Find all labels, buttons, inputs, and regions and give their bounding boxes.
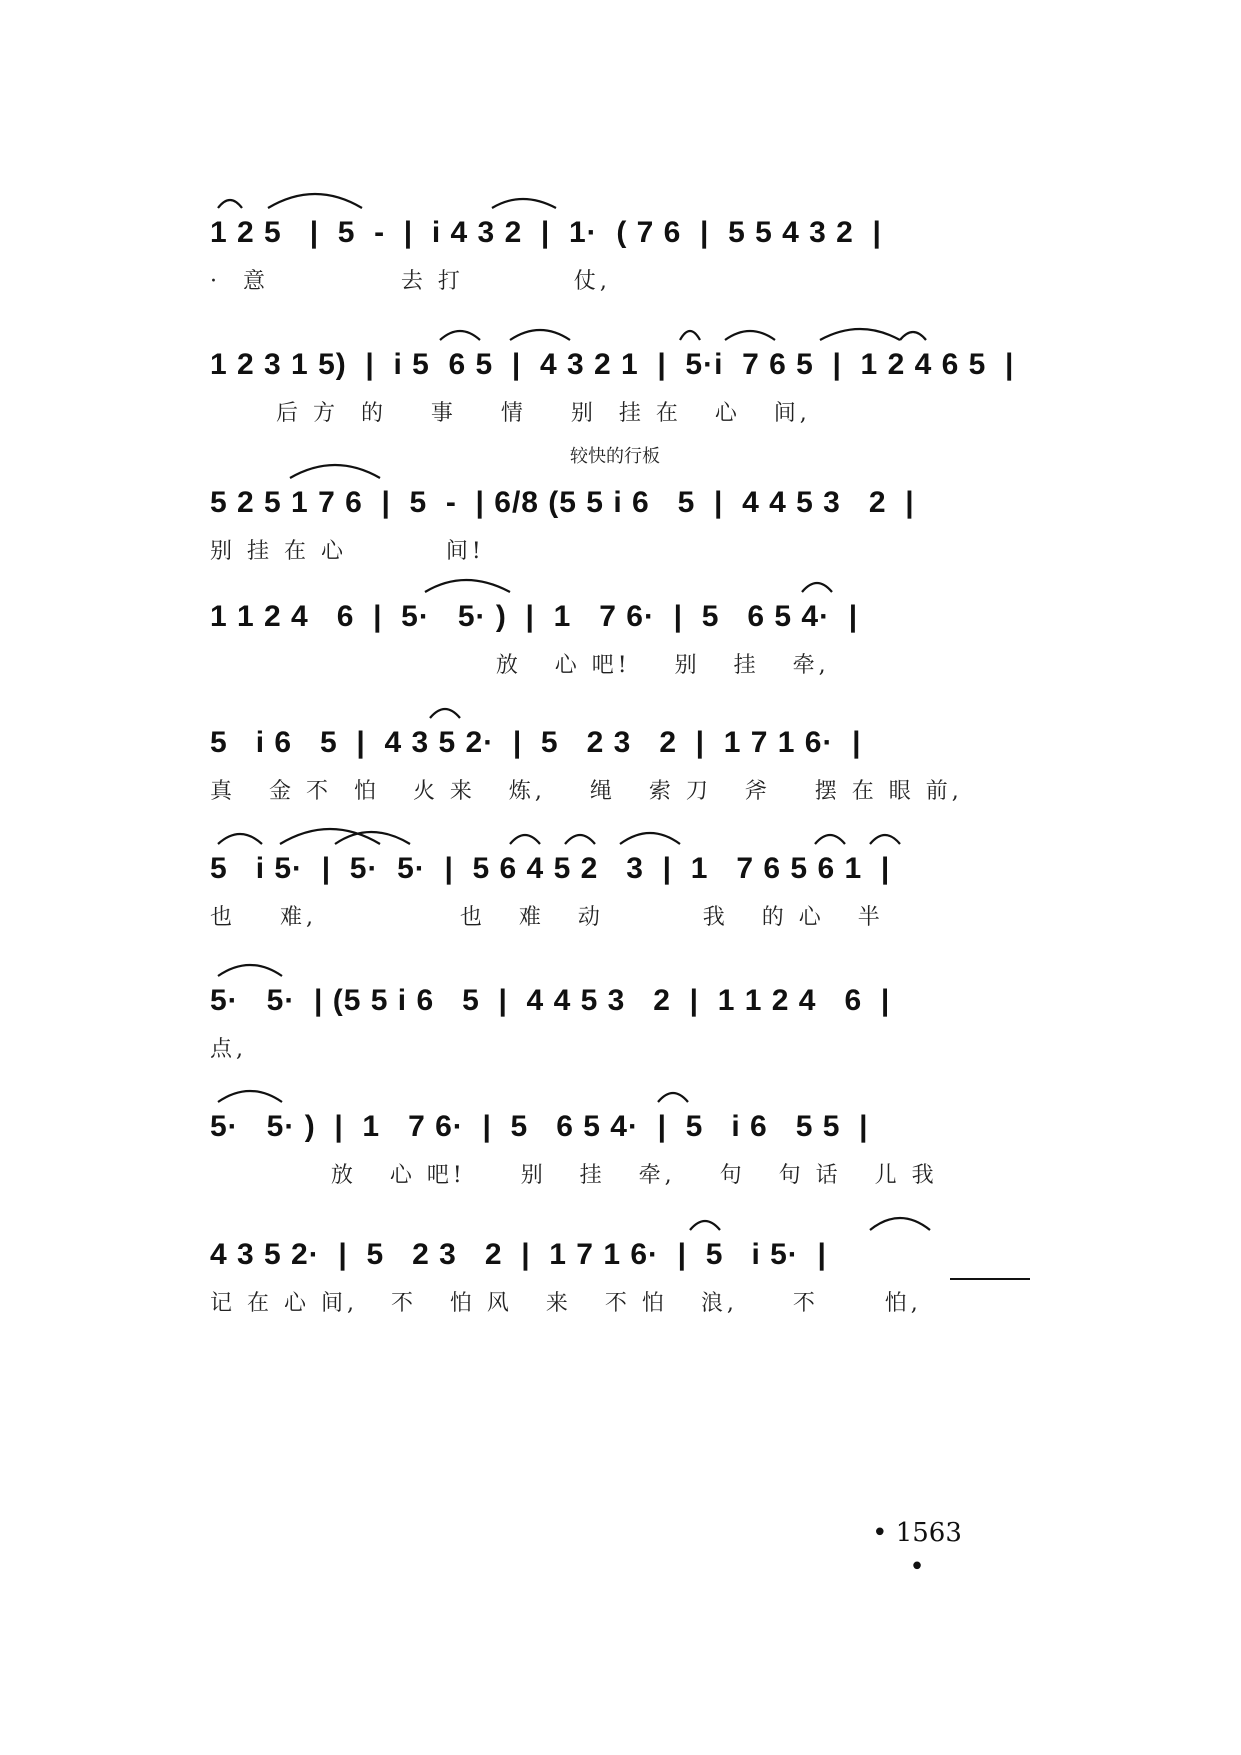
notation-line: 1 2 3 1 5) | i 5 6 5 | 4 3 2 1 | 5·i 7 6 5 | 1 2 4 6 5 | — [210, 348, 1015, 381]
lyrics-line: 放 心 吧! 别 挂 牵, — [210, 653, 830, 678]
notation-line: 5 i 6 5 | 4 3 5 2· | 5 2 3 2 | 1 7 1 6· | — [210, 726, 862, 759]
notation-line: 1 2 5 | 5 - | i 4 3 2 | 1· ( 7 6 | 5 5 4 3 2 | — [210, 216, 882, 249]
lyrics-line: 也 难, 也 难 动 我 的 心 半 — [210, 905, 884, 930]
score-system — [210, 338, 1055, 458]
lyrics-line: 后 方 的 事 情 别 挂 在 心 间, — [210, 401, 811, 426]
lyrics-line: 别 挂 在 心 间! — [210, 539, 485, 564]
notation-line: 5 i 5· | 5· 5· | 5 6 4 5 2 3 | 1 7 6 5 6 1 | — [210, 852, 891, 885]
score-system — [210, 842, 1055, 962]
score-system — [210, 206, 1055, 326]
lyrics-line: 真 金 不 怕 火 来 炼, 绳 索 刀 斧 摆 在 眼 前, — [210, 779, 963, 804]
notation-line: 1 1 2 4 6 | 5· 5· ) | 1 7 6· | 5 6 5 4· | — [210, 600, 859, 633]
score-system — [210, 974, 1055, 1094]
score-system — [210, 1228, 1055, 1348]
page-number: • 1563 • — [872, 1518, 962, 1582]
notation-line: 5· 5· ) | 1 7 6· | 5 6 5 4· | 5 i 6 5 5 | — [210, 1110, 869, 1143]
score-system — [210, 590, 1055, 710]
lyrics-line: · 意 去 打 仗, — [210, 269, 611, 294]
notation-line: 5 2 5 1 7 6 | 5 - | 6/8 (5 5 i 6 5 | 4 4 5 3 2 | — [210, 486, 915, 519]
lyrics-line: 记 在 心 间, 不 怕 风 来 不 怕 浪, 不 怕, — [210, 1291, 922, 1316]
notation-line: 5· 5· | (5 5 i 6 5 | 4 4 5 3 2 | 1 1 2 4 6 | — [210, 984, 891, 1017]
notation-line: 4 3 5 2· | 5 2 3 2 | 1 7 1 6· | 5 i 5· | — [210, 1238, 827, 1271]
lyrics-line: 点, — [210, 1037, 247, 1062]
lyrics-line: 放 心 吧! 别 挂 牵, 句 句 话 儿 我 — [210, 1163, 938, 1188]
score-system — [210, 1100, 1055, 1220]
tempo-marking: 较快的行板 — [570, 446, 660, 467]
score-system — [210, 716, 1055, 836]
